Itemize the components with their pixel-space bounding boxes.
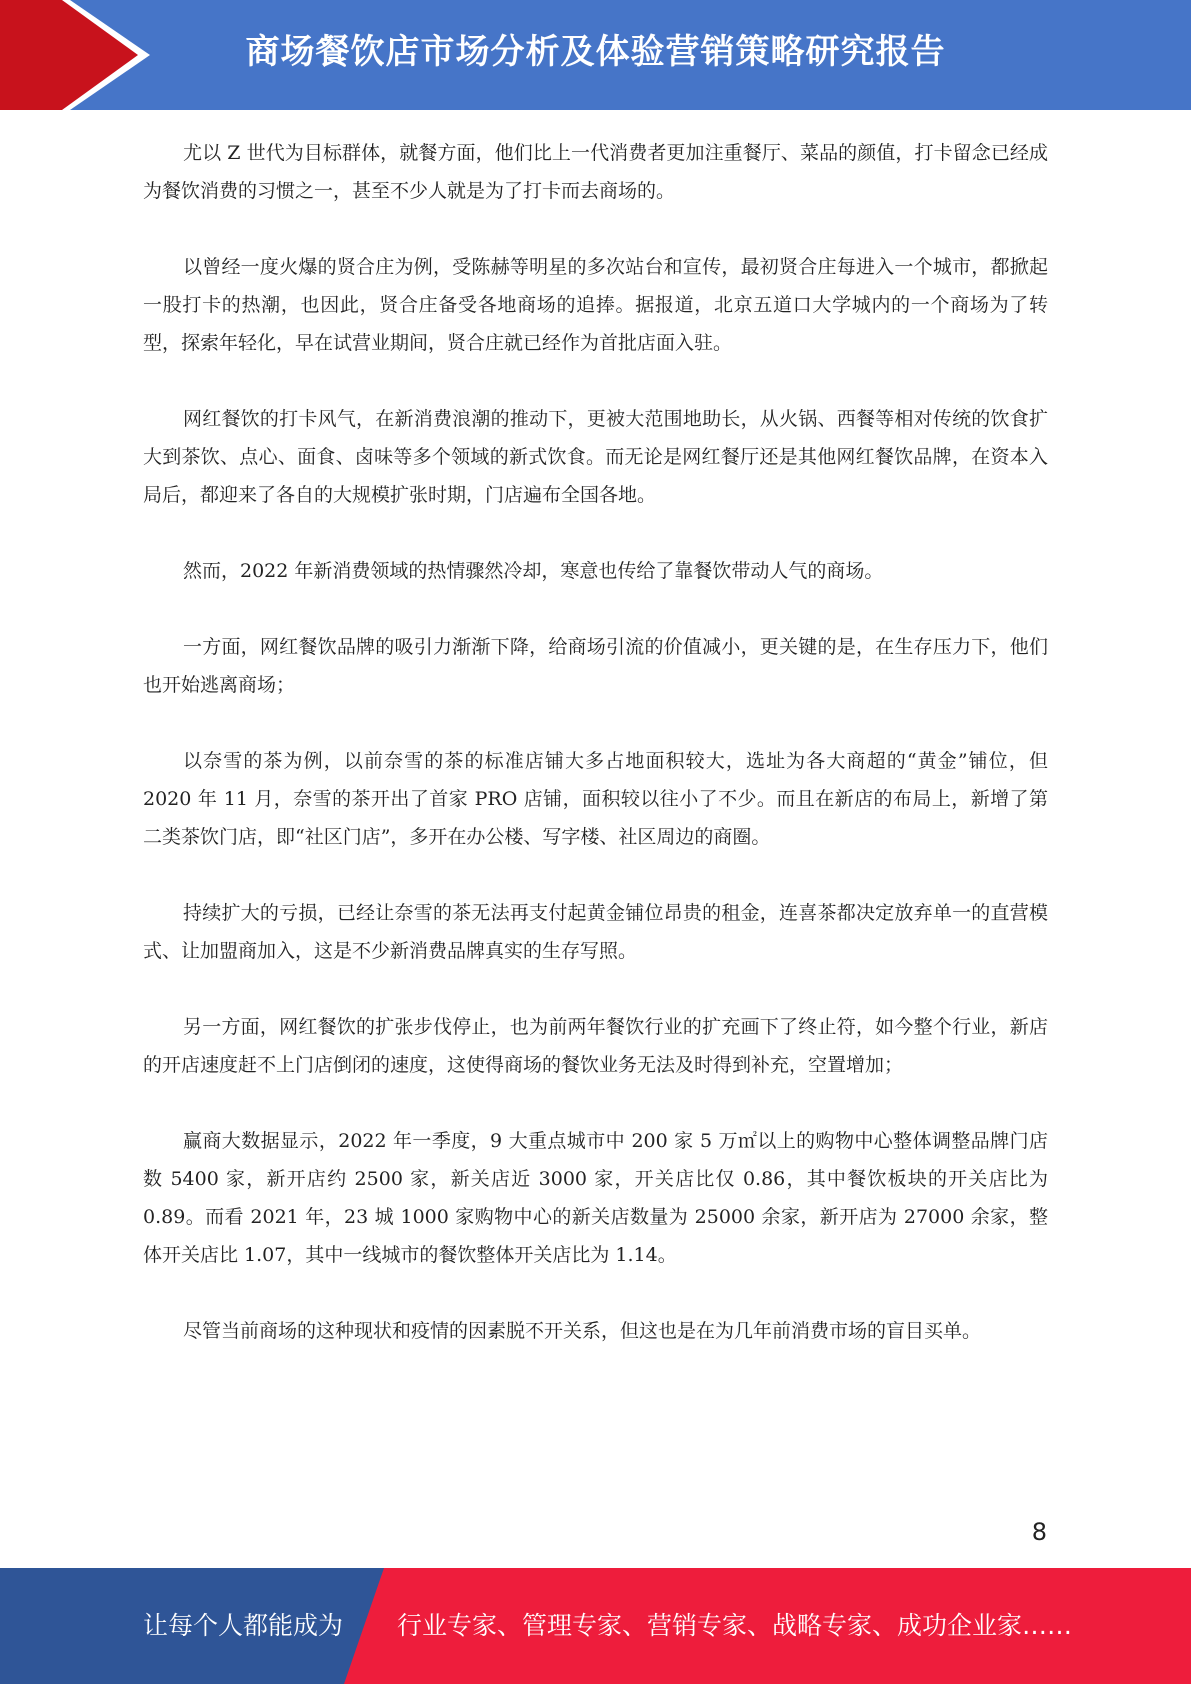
paragraph: 尤以 Z 世代为目标群体，就餐方面，他们比上一代消费者更加注重餐厅、菜品的颜值，打卡留念已经成为餐饮消费的习惯之一，甚至不少人就是为了打卡而去商场的。	[143, 142, 1048, 202]
paragraph: 一方面，网红餐饮品牌的吸引力渐渐下降，给商场引流的价值减小，更关键的是，在生存压力下，他们也开始逃离商场；	[143, 636, 1048, 696]
page-header	[0, 0, 1191, 110]
article-body	[143, 134, 1048, 1388]
paragraph: 然而，2022 年新消费领域的热情骤然冷却，寒意也传给了靠餐饮带动人气的商场。	[183, 560, 884, 582]
footer-slogan-left: 让每个人都能成为	[143, 1611, 344, 1640]
document-title: 商场餐饮店市场分析及体验营销策略研究报告	[245, 32, 946, 72]
paragraph: 尽管当前商场的这种现状和疫情的因素脱不开关系，但这也是在为几年前消费市场的盲目买单。	[183, 1320, 982, 1342]
page-number: 8	[1031, 1518, 1047, 1546]
paragraph: 另一方面，网红餐饮的扩张步伐停止，也为前两年餐饮行业的扩充画下了终止符，如今整个行业，新店的开店速度赶不上门店倒闭的速度，这使得商场的餐饮业务无法及时得到补充，空置增加；	[143, 1016, 1048, 1076]
header-arrow-icon	[0, 0, 160, 110]
paragraph: 赢商大数据显示，2022 年一季度，9 大重点城市中 200 家 5 万㎡以上的购物中心整体调整品牌门店数 5400 家，新开店约 2500 家，新关店近 3000 家，开关店比仅 0.86，其中餐饮板块的开关店比为 0.89。而看 2021 年，23 城 1000 家购物中心的新关店数量为 25000 余家，新开店为 27000 余家，整体开关店比 1.07，其中一线城市的餐饮整体开关店比为 1.14。	[143, 1130, 1048, 1266]
paragraph: 持续扩大的亏损，已经让奈雪的茶无法再支付起黄金铺位昂贵的租金，连喜茶都决定放弃单一的直营模式、让加盟商加入，这是不少新消费品牌真实的生存写照。	[143, 902, 1048, 962]
page-footer	[0, 1568, 1191, 1684]
footer-slogan-right: 行业专家、管理专家、营销专家、战略专家、成功企业家……	[397, 1611, 1073, 1640]
paragraph: 以奈雪的茶为例，以前奈雪的茶的标准店铺大多占地面积较大，选址为各大商超的“黄金”铺位，但 2020 年 11 月，奈雪的茶开出了首家 PRO 店铺，面积较以往小了不少。而且在新店的布局上，新增了第二类茶饮门店，即“社区门店”，多开在办公楼、写字楼、社区周边的商圈。	[143, 750, 1048, 848]
paragraph: 以曾经一度火爆的贤合庄为例，受陈赫等明星的多次站台和宣传，最初贤合庄每进入一个城市，都掀起一股打卡的热潮，也因此，贤合庄备受各地商场的追捧。据报道，北京五道口大学城内的一个商场为了转型，探索年轻化，早在试营业期间，贤合庄就已经作为首批店面入驻。	[143, 256, 1048, 354]
paragraph: 网红餐饮的打卡风气，在新消费浪潮的推动下，更被大范围地助长，从火锅、西餐等相对传统的饮食扩大到茶饮、点心、面食、卤味等多个领域的新式饮食。而无论是网红餐厅还是其他网红餐饮品牌，在资本入局后，都迎来了各自的大规模扩张时期，门店遍布全国各地。	[143, 408, 1048, 506]
